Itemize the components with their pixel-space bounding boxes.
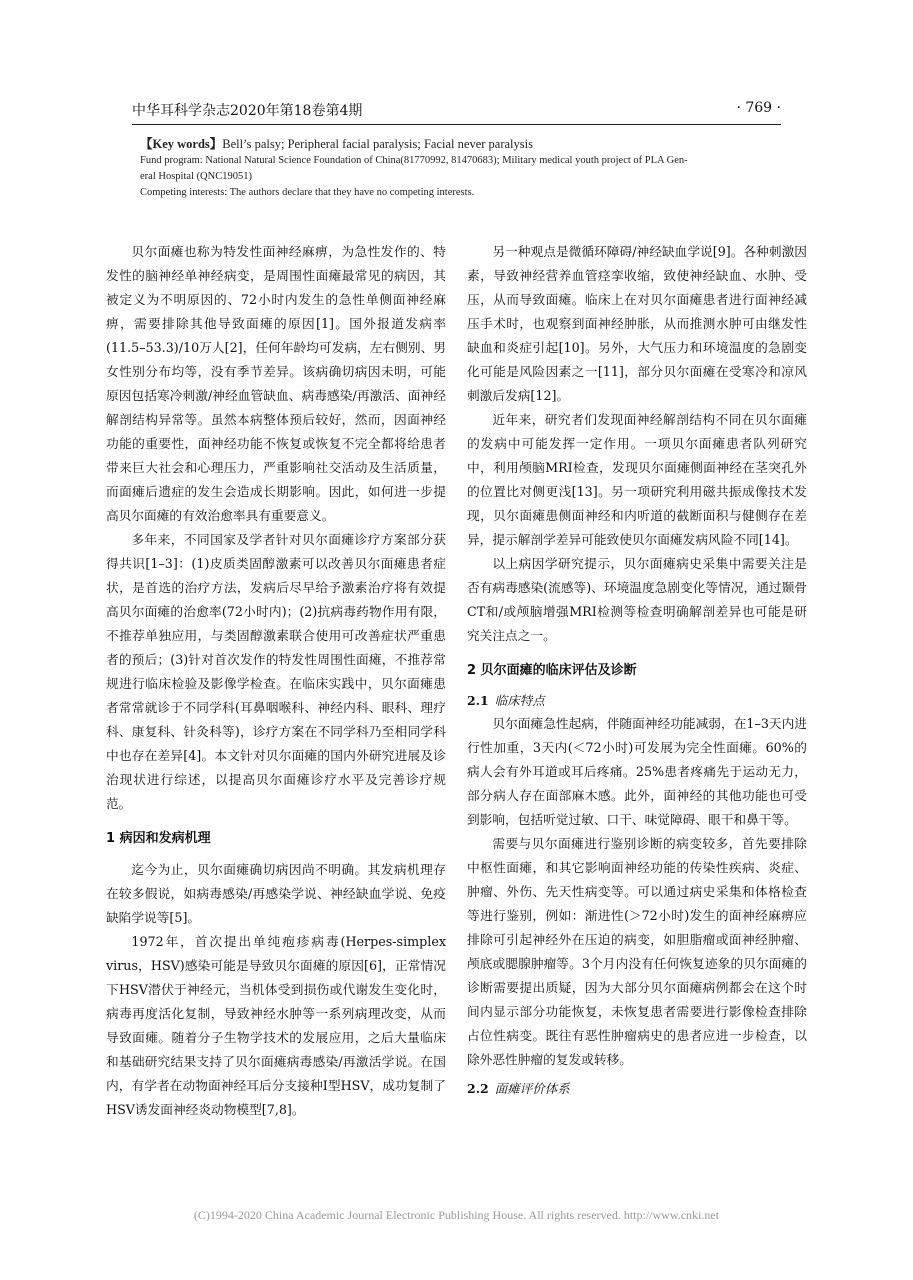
paragraph: 需要与贝尔面瘫进行鉴别诊断的病变较多，首先要排除中枢性面瘫，和其它影响面神经功能的传染性疾病、炎症、肿瘤、外伤、先天性病变等。可以通过病史采集和体格检查等进行鉴别，例如：渐进性(＞72小时)发生的面神经麻痹应排除可引起神经外在压迫的病变，如胆脂瘤或面神经肿瘤、颅底或腮腺肿瘤等。3个月内没有任何恢复迹象的贝尔面瘫的诊断需要提出质疑，因为大部分贝尔面瘫病例都会在这个时间内显示部分功能恢复，未恢复患者需要进行影像检查排除占位性病变。既往有恶性肿瘤病史的患者应进一步检查，以除外恶性肿瘤的复发或转移。 — [467, 836, 807, 1067]
subsection-title: 临床特点 — [494, 693, 545, 708]
page-number: · 769 · — [736, 100, 781, 116]
left-column — [106, 240, 446, 1122]
paragraph: 1972年，首次提出单纯疱疹病毒(Herpes-simplex virus，HSV)感染可能是导致贝尔面瘫的原因[6]，正常情况下HSV潜伏于神经元，当机体受到损伤或代谢发生变化时，病毒再度活化复制，导致神经水肿等一系列病理改变，从而导致面瘫。随着分子生物学技术的发展应用，之后大量临床和基础研究结果支持了贝尔面瘫病毒感染/再激活学说。在国内，有学者在动物面神经耳后分支接种Ⅰ型HSV，成功复制了HSV诱发面神经炎动物模型[7,8]。 — [106, 934, 446, 1117]
keywords-line — [140, 135, 780, 153]
paragraph: 贝尔面瘫也称为特发性面神经麻痹，为急性发作的、特发性的脑神经单神经病变，是周围性面瘫最常见的病因，其被定义为不明原因的、72小时内发生的急性单侧面神经麻痹，需要排除其他导致面瘫的原因[1]。国外报道发病率(11.5–53.3)/10万人[2]，任何年龄均可发病，左右侧别、男女性别分布均等，没有季节差异。该病确切病因未明，可能原因包括寒冷刺激/神经血管缺血、病毒感染/再激活、面神经解剖结构异常等。虽然本病整体预后较好，然而，因面神经功能的重要性，面神经功能不恢复或恢复不完全都将给患者带来巨大社会和心理压力，严重影响社交活动及生活质量，而面瘫后遗症的发生会造成长期影响。因此，如何进一步提高贝尔面瘫的有效治愈率具有重要意义。 — [106, 244, 446, 523]
article-metadata — [140, 135, 780, 201]
paragraph: 贝尔面瘫急性起病，伴随面神经功能减弱，在1–3天内进行性加重，3天内(＜72小时)可发展为完全性面瘫。60%的病人会有外耳道或耳后疼痛。25%患者疼痛先于运动无力，部分病人存在面部麻木感。此外，面神经的其他功能也可受到影响，包括听觉过敏、口干、味觉障碍、眼干和鼻干等。 — [467, 716, 807, 827]
journal-title: 中华耳科学杂志2020年第18卷第4期 — [132, 103, 363, 119]
keywords-text: Bell’s palsy; Peripheral facial paralysis; Facial never paralysis — [222, 137, 533, 151]
subsection-heading-2-2 — [467, 1078, 807, 1100]
right-column — [467, 240, 807, 1100]
fund-program-line-1: Fund program: National Natural Science Foundation of China(81770992, 81470683); Military medical youth project of PLA Gen- — [140, 155, 688, 166]
fund-program-line-2: eral Hospital (QNC19051) — [140, 171, 252, 182]
header-rule — [132, 124, 781, 125]
subsection-heading-2-1 — [467, 690, 807, 712]
running-header — [132, 100, 781, 124]
keywords-label: 【Key words】 — [140, 137, 223, 151]
paragraph: 近年来，研究者们发现面神经解剖结构不同在贝尔面瘫的发病中可能发挥一定作用。一项贝尔面瘫患者队列研究中，利用颅脑MRI检查，发现贝尔面瘫侧面神经在茎突孔外的位置比对侧更浅[13]。另一项研究利用磁共振成像技术发现，贝尔面瘫患侧面神经和内听道的截断面积与健侧存在差异，提示解剖学差异可能致使贝尔面瘫发病风险不同[14]。 — [467, 412, 807, 547]
competing-interests: Competing interests: The authors declare that they have no competing interests. — [140, 187, 475, 198]
subsection-number: 2.1 — [467, 693, 489, 708]
paragraph: 多年来，不同国家及学者针对贝尔面瘫诊疗方案部分获得共识[1–3]：(1)皮质类固醇激素可以改善贝尔面瘫患者症状，是首选的治疗方法，发病后尽早给予激素治疗将有效提高贝尔面瘫的治愈率(72小时内)；(2)抗病毒药物作用有限，不推荐单独应用，与类固醇激素联合使用可改善症状严重患者的预后；(3)针对首次发作的特发性周围性面瘫，不推荐常规进行临床检验及影像学检查。在临床实践中，贝尔面瘫患者常常就诊于不同学科(耳鼻咽喉科、神经内科、眼科、理疗科、康复科、针灸科等)，诊疗方案在不同学科乃至相同学科中也存在差异[4]。本文针对贝尔面瘫的国内外研究进展及诊治现状进行综述，以提高贝尔面瘫诊疗水平及完善诊疗规范。 — [106, 532, 446, 811]
paragraph: 另一种观点是微循环障碍/神经缺血学说[9]。各种刺激因素，导致神经营养血管痉挛收缩，致使神经缺血、水肿、受压，从而导致面瘫。临床上在对贝尔面瘫患者进行面神经减压手术时，也观察到面神经肿胀，从而推测水肿可由继发性缺血和炎症引起[10]。另外，大气压力和环境温度的急剧变化可能是风险因素之一[11]，部分贝尔面瘫在受寒冷和凉风刺激后发病[12]。 — [467, 244, 807, 403]
subsection-number: 2.2 — [467, 1081, 489, 1096]
subsection-title: 面瘫评价体系 — [494, 1081, 570, 1096]
paragraph: 迄今为止，贝尔面瘫确切病因尚不明确。其发病机理存在较多假说，如病毒感染/再感染学说、神经缺血学说、免疫缺陷学说等[5]。 — [106, 862, 446, 925]
section-heading-1: 1 病因和发病机理 — [106, 831, 211, 846]
copyright-footer: (C)1994-2020 China Academic Journal Electronic Publishing House. All rights reserved. http://www.cnki.net — [193, 1208, 720, 1222]
section-heading-2: 2 贝尔面瘫的临床评估及诊断 — [467, 663, 637, 678]
paragraph: 以上病因学研究提示，贝尔面瘫病史采集中需要关注是否有病毒感染(流感等)、环境温度急剧变化等情况，通过颞骨CT和/或颅脑增强MRI检测等检查明确解剖差异也可能是研究关注点之一。 — [467, 556, 807, 643]
